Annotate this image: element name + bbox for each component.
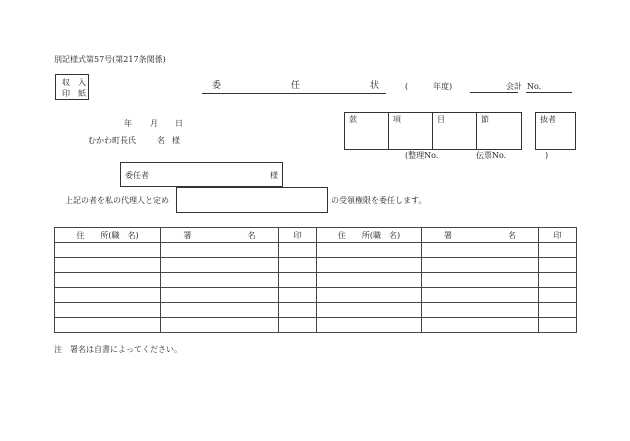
seal-cell[interactable] (279, 258, 317, 273)
address-cell[interactable] (317, 303, 422, 318)
signature-cell[interactable] (422, 243, 539, 258)
seal-cell[interactable] (279, 273, 317, 288)
address-header: 住 所(職 名) (317, 228, 422, 243)
footnote: 注 署名は自書によってください。 (54, 345, 182, 354)
kou-cell[interactable] (388, 112, 433, 150)
date-month: 月 (150, 119, 158, 128)
seal-cell[interactable] (279, 303, 317, 318)
address-cell[interactable] (55, 303, 161, 318)
accounting-no-line[interactable] (526, 92, 572, 93)
seal-cell[interactable] (539, 258, 577, 273)
address-cell[interactable] (55, 243, 161, 258)
stamp-line-1: 収 入 (62, 78, 86, 87)
revenue-stamp-box (55, 74, 89, 100)
signature-row (55, 243, 317, 258)
address-cell[interactable] (317, 318, 422, 333)
setsu-label: 節 (481, 115, 489, 124)
address-cell[interactable] (55, 258, 161, 273)
signature-row (55, 273, 317, 288)
signature-cell[interactable] (161, 258, 279, 273)
kou-label: 項 (393, 115, 401, 124)
heading-char-1: 委 (212, 81, 222, 91)
form-title: 別記様式第57号(第217条関係) (54, 55, 166, 64)
fiscal-year-label: 年度) (433, 82, 453, 91)
addressee-title: むかわ町長氏 (88, 136, 136, 145)
heading-underline (202, 93, 386, 94)
signature-cell[interactable] (161, 243, 279, 258)
signature-cell[interactable] (161, 273, 279, 288)
signature-header: 署 名 (422, 228, 539, 243)
seal-cell[interactable] (279, 288, 317, 303)
signature-row (317, 288, 577, 303)
seal-cell[interactable] (539, 318, 577, 333)
setsu-cell[interactable] (476, 112, 522, 150)
signature-row (55, 288, 317, 303)
accounting-label: 会計 (506, 82, 522, 91)
signature-table-left (54, 227, 317, 333)
kan-label: 款 (349, 115, 357, 124)
address-cell[interactable] (55, 273, 161, 288)
address-cell[interactable] (317, 288, 422, 303)
address-cell[interactable] (317, 258, 422, 273)
delegator-label: 委任者 (125, 171, 149, 180)
accounting-name-line[interactable] (470, 92, 518, 93)
seal-cell[interactable] (539, 273, 577, 288)
signature-row (317, 303, 577, 318)
address-cell[interactable] (55, 288, 161, 303)
seal-cell[interactable] (539, 288, 577, 303)
accounting-no-label: No. (527, 82, 542, 91)
signature-row (55, 258, 317, 273)
moku-label: 目 (437, 115, 445, 124)
battsu-label: 抜者 (540, 115, 556, 124)
signature-cell[interactable] (161, 303, 279, 318)
signature-row (317, 243, 577, 258)
delegator-sama: 様 (270, 171, 278, 180)
denpyo-no-label: 伝票No. (476, 151, 507, 160)
addressee-name-label: 名 (157, 136, 165, 145)
signature-cell[interactable] (422, 288, 539, 303)
heading-char-2: 任 (291, 81, 301, 91)
signature-cell[interactable] (161, 318, 279, 333)
address-cell[interactable] (55, 318, 161, 333)
seal-cell[interactable] (279, 318, 317, 333)
signature-row (55, 303, 317, 318)
heading-char-3: 状 (370, 81, 380, 91)
signature-header: 署 名 (161, 228, 279, 243)
signature-cell[interactable] (422, 303, 539, 318)
signature-row (317, 273, 577, 288)
seal-cell[interactable] (539, 243, 577, 258)
delegation-prefix: 上記の者を私の代理人と定め (65, 196, 169, 205)
fiscal-year-open: ( (405, 82, 409, 91)
delegated-matter-field[interactable] (176, 187, 328, 213)
signature-cell[interactable] (161, 288, 279, 303)
delegation-suffix: の受領権限を委任します。 (331, 196, 427, 205)
seal-cell[interactable] (539, 303, 577, 318)
moku-cell[interactable] (432, 112, 477, 150)
delegator-box[interactable] (120, 162, 283, 187)
addressee-sama: 様 (172, 136, 180, 145)
battsu-cell[interactable] (535, 112, 576, 150)
seal-cell[interactable] (279, 243, 317, 258)
address-cell[interactable] (317, 243, 422, 258)
signature-row (317, 318, 577, 333)
seal-header: 印 (539, 228, 577, 243)
date-day: 日 (175, 119, 183, 128)
date-year: 年 (124, 119, 132, 128)
kan-cell[interactable] (344, 112, 389, 150)
address-cell[interactable] (317, 273, 422, 288)
address-header: 住 所(職 名) (55, 228, 161, 243)
stamp-line-2: 印 紙 (62, 89, 86, 98)
signature-cell[interactable] (422, 318, 539, 333)
signature-table-right (316, 227, 577, 333)
signature-cell[interactable] (422, 258, 539, 273)
seiri-no-label: (整理No. (405, 151, 439, 160)
signature-row (55, 318, 317, 333)
signature-row (317, 258, 577, 273)
signature-cell[interactable] (422, 273, 539, 288)
seiri-close: ) (545, 151, 549, 160)
seal-header: 印 (279, 228, 317, 243)
